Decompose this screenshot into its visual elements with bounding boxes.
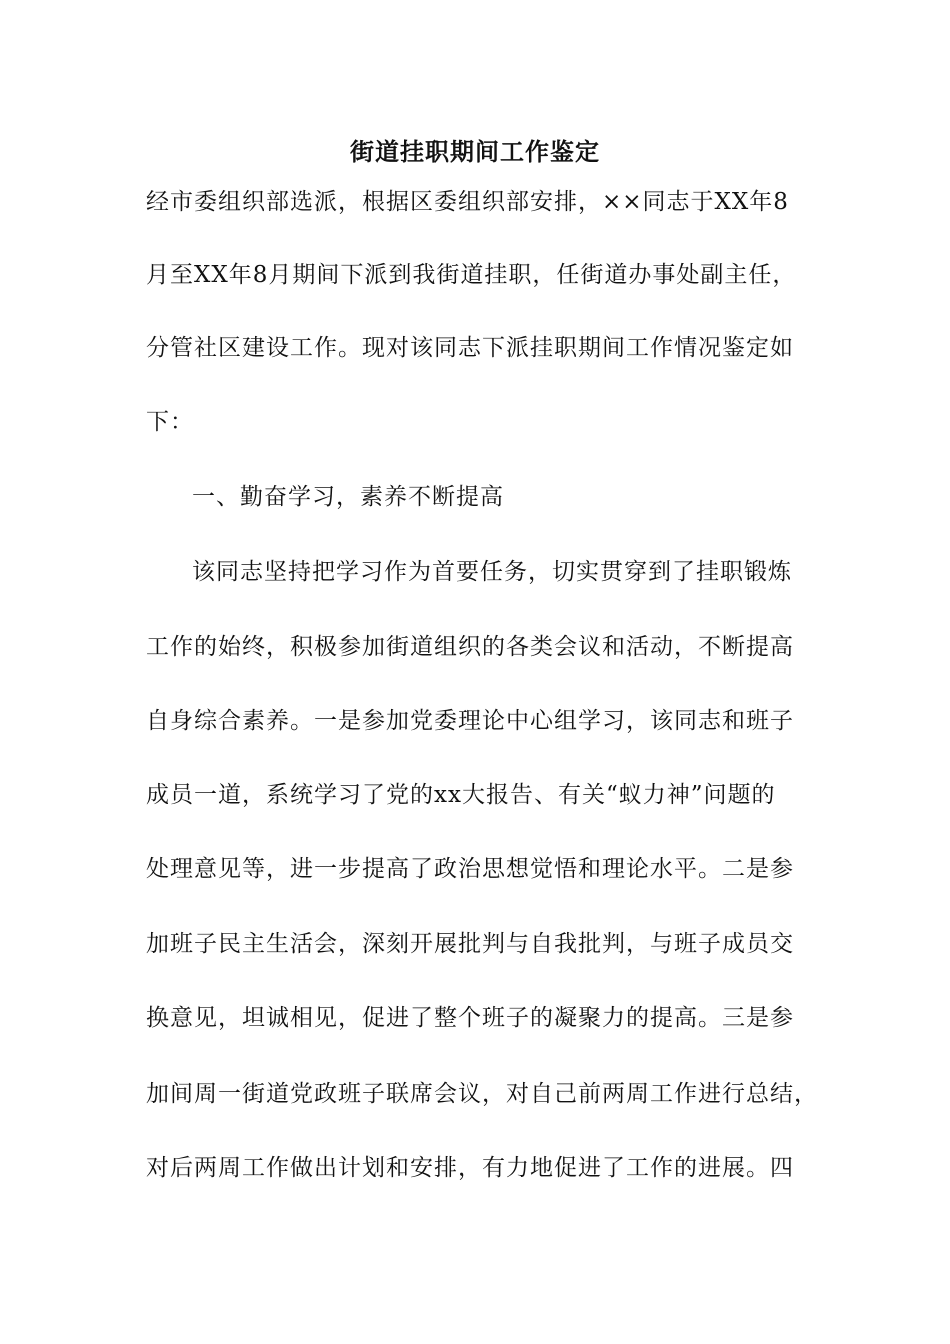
paragraph-line: 自身综合素养。一是参加党委理论中心组学习，该同志和班子 bbox=[146, 708, 794, 734]
paragraph-line: 下： bbox=[146, 409, 194, 435]
paragraph-line: 工作的始终，积极参加街道组织的各类会议和活动，不断提高 bbox=[146, 634, 794, 660]
document-title: 街道挂职期间工作鉴定 bbox=[350, 137, 600, 166]
paragraph-line: 处理意见等，进一步提高了政治思想觉悟和理论水平。二是参 bbox=[146, 856, 794, 882]
paragraph-line: 对后两周工作做出计划和安排，有力地促进了工作的进展。四 bbox=[146, 1155, 794, 1181]
paragraph-line: 月至XX年8月期间下派到我街道挂职，任街道办事处副主任， bbox=[146, 262, 797, 288]
section-heading: 一、勤奋学习，素养不断提高 bbox=[192, 484, 504, 510]
paragraph-line: 换意见，坦诚相见，促进了整个班子的凝聚力的提高。三是参 bbox=[146, 1005, 794, 1031]
paragraph-line: 经市委组织部选派，根据区委组织部安排，××同志于XX年8 bbox=[146, 189, 789, 215]
paragraph-line: 成员一道，系统学习了党的xx大报告、有关“蚁力神”问题的 bbox=[146, 782, 776, 808]
paragraph-line: 该同志坚持把学习作为首要任务，切实贯穿到了挂职锻炼 bbox=[192, 559, 792, 585]
paragraph-line: 加班子民主生活会，深刻开展批判与自我批判，与班子成员交 bbox=[146, 931, 794, 957]
paragraph-line: 分管社区建设工作。现对该同志下派挂职期间工作情况鉴定如 bbox=[146, 335, 794, 361]
paragraph-line: 加间周一街道党政班子联席会议，对自己前两周工作进行总结， bbox=[146, 1081, 818, 1107]
